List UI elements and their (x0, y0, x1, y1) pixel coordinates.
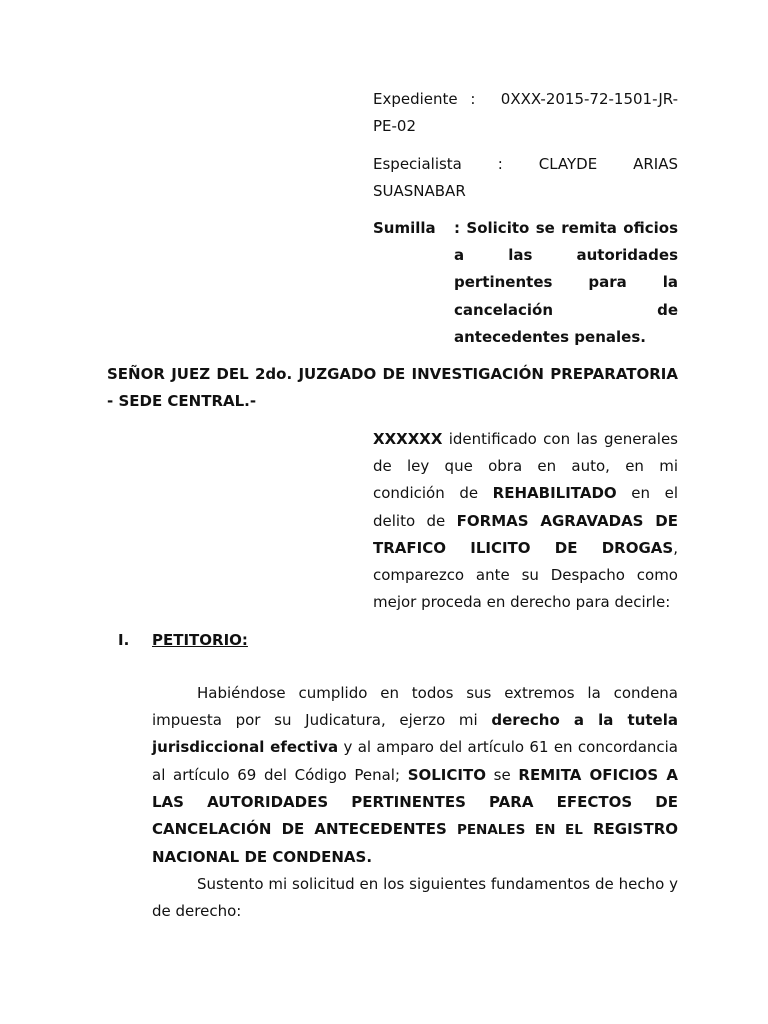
sumilla-label: Sumilla (373, 219, 436, 237)
especialista-line (373, 151, 678, 205)
petition-bold-1: derecho a la tutela jurisdiccional efectiva (152, 711, 678, 757)
expediente-value: 0XXX-2015-72-1501-JR-PE-02 (373, 90, 678, 136)
sustento-text: Sustento mi solicitud en los siguientes fundamentos de hecho y de derecho: (152, 875, 678, 921)
expediente-label: Expediente : (373, 90, 476, 108)
petition-bold-3: REMITA OFICIOS A LAS AUTORIDADES PERTINENTES PARA EFECTOS DE CANCELACIÓN DE ANTECEDENTES (152, 765, 678, 839)
especialista-separator: : (497, 155, 503, 173)
petitioner-name: XXXXXX (373, 430, 443, 448)
petition-text-1: Habiéndose cumplido en todos sus extremos la condena impuesta por su Judicatura, ejerzo mi (152, 684, 678, 730)
sustento-paragraph (152, 871, 678, 925)
section-number: I. (118, 631, 130, 649)
especialista-value: CLAYDE ARIAS SUASNABAR (373, 155, 678, 201)
intro-paragraph (373, 426, 678, 616)
section-title: PETITORIO: (152, 631, 248, 649)
petition-text-2: y al amparo del artículo 61 en concordancia al artículo 69 del Código Penal; (152, 738, 678, 784)
petitioner-status: REHABILITADO (492, 484, 617, 503)
petition-text-3: se (485, 765, 519, 784)
sumilla-text: : Solicito se remita oficios a las autoridades pertinentes para la cancelación de antecedentes penales. (454, 219, 678, 346)
intro-text-3: , comparezco ante su Despacho como mejor proceda en derecho para decirle: (373, 538, 678, 612)
petition-bold-2: SOLICITO (407, 765, 486, 784)
intro-text-1: identificado con las generales de ley que obra en auto, en mi condición de (373, 430, 678, 503)
petition-bold-5: REGISTRO NACIONAL DE CONDENAS. (152, 820, 679, 867)
petition-paragraph (152, 680, 678, 871)
especialista-label: Especialista (373, 155, 462, 173)
expediente-line (373, 86, 678, 140)
addressee-heading: SEÑOR JUEZ DEL 2do. JUZGADO DE INVESTIGACIÓN PREPARATORIA - SEDE CENTRAL.- (107, 365, 678, 411)
petition-bold-4: PENALES EN EL (456, 822, 583, 839)
crime-name: FORMAS AGRAVADAS DE TRAFICO ILICITO DE DROGAS (373, 511, 678, 557)
intro-text-2: en el delito de (373, 484, 678, 530)
